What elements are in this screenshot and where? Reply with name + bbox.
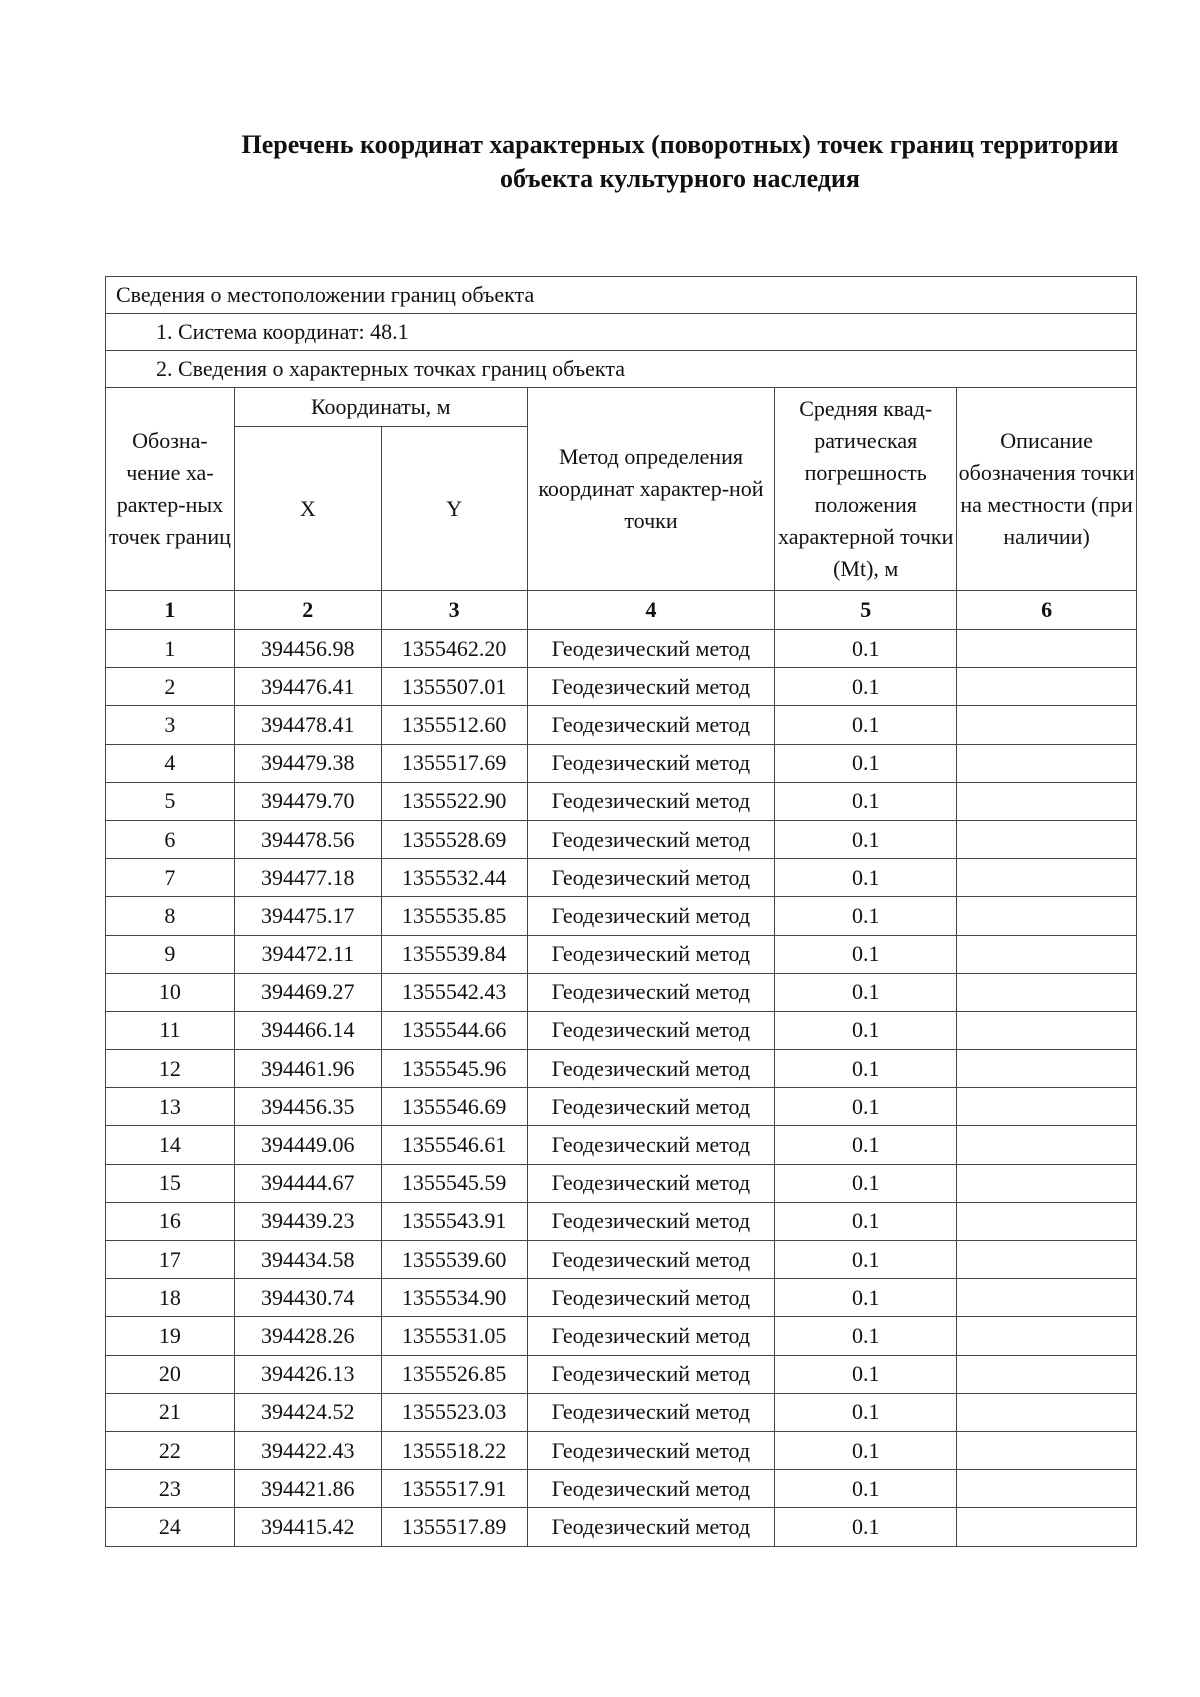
table-row: [106, 668, 1137, 706]
description-cell: [957, 1011, 1137, 1049]
y-coordinate: 1355517.91: [381, 1470, 527, 1508]
column-number: 1: [106, 591, 235, 630]
point-number: 2: [106, 668, 235, 706]
table-row: [106, 706, 1137, 744]
point-number: 13: [106, 1088, 235, 1126]
error-cell: 0.1: [775, 820, 957, 858]
x-coordinate: 394477.18: [234, 859, 381, 897]
description-cell: [957, 1279, 1137, 1317]
description-cell: [957, 1088, 1137, 1126]
table-row: [106, 1508, 1137, 1546]
y-coordinate: 1355532.44: [381, 859, 527, 897]
x-coordinate: 394476.41: [234, 668, 381, 706]
column-number: 3: [381, 591, 527, 630]
point-number: 14: [106, 1126, 235, 1164]
description-cell: [957, 782, 1137, 820]
y-coordinate: 1355517.89: [381, 1508, 527, 1546]
error-cell: 0.1: [775, 1508, 957, 1546]
point-number: 24: [106, 1508, 235, 1546]
x-coordinate: 394456.35: [234, 1088, 381, 1126]
header-description: Описание обозначения точки на местности (при наличии): [957, 388, 1137, 591]
error-cell: 0.1: [775, 859, 957, 897]
point-number: 6: [106, 820, 235, 858]
method-cell: Геодезический метод: [527, 973, 775, 1011]
document-title: [110, 128, 1200, 196]
method-cell: Геодезический метод: [527, 1393, 775, 1431]
x-coordinate: 394466.14: [234, 1011, 381, 1049]
description-cell: [957, 668, 1137, 706]
table-row: [106, 1050, 1137, 1088]
point-number: 17: [106, 1241, 235, 1279]
point-number: 23: [106, 1470, 235, 1508]
error-cell: 0.1: [775, 1317, 957, 1355]
column-number: 2: [234, 591, 381, 630]
table-row: [106, 1355, 1137, 1393]
description-cell: [957, 1317, 1137, 1355]
x-coordinate: 394421.86: [234, 1470, 381, 1508]
coordinates-table: [105, 276, 1137, 1547]
error-cell: 0.1: [775, 1088, 957, 1126]
point-number: 21: [106, 1393, 235, 1431]
table-row: [106, 1202, 1137, 1240]
y-coordinate: 1355531.05: [381, 1317, 527, 1355]
table-row: [106, 1431, 1137, 1469]
point-number: 1: [106, 630, 235, 668]
method-cell: Геодезический метод: [527, 744, 775, 782]
point-number: 3: [106, 706, 235, 744]
method-cell: Геодезический метод: [527, 1164, 775, 1202]
x-coordinate: 394479.38: [234, 744, 381, 782]
error-cell: 0.1: [775, 1393, 957, 1431]
column-number: 6: [957, 591, 1137, 630]
description-cell: [957, 1164, 1137, 1202]
x-coordinate: 394456.98: [234, 630, 381, 668]
points-info-heading: 2. Сведения о характерных точках границ объекта: [106, 351, 1137, 388]
point-number: 19: [106, 1317, 235, 1355]
method-cell: Геодезический метод: [527, 1317, 775, 1355]
method-cell: Геодезический метод: [527, 1202, 775, 1240]
table-row: [106, 1126, 1137, 1164]
description-cell: [957, 706, 1137, 744]
y-coordinate: 1355507.01: [381, 668, 527, 706]
x-coordinate: 394479.70: [234, 782, 381, 820]
header-x: X: [234, 427, 381, 591]
x-coordinate: 394439.23: [234, 1202, 381, 1240]
table-row: [106, 782, 1137, 820]
error-cell: 0.1: [775, 630, 957, 668]
method-cell: Геодезический метод: [527, 1508, 775, 1546]
description-cell: [957, 973, 1137, 1011]
point-number: 15: [106, 1164, 235, 1202]
y-coordinate: 1355528.69: [381, 820, 527, 858]
header-y: Y: [381, 427, 527, 591]
description-cell: [957, 859, 1137, 897]
coordinate-system: 1. Система координат: 48.1: [106, 314, 1137, 351]
description-cell: [957, 1431, 1137, 1469]
title-line-1: Перечень координат характерных (поворотных) точек границ территории: [241, 130, 1119, 159]
error-cell: 0.1: [775, 744, 957, 782]
x-coordinate: 394415.42: [234, 1508, 381, 1546]
description-cell: [957, 630, 1137, 668]
error-cell: 0.1: [775, 1050, 957, 1088]
error-cell: 0.1: [775, 1470, 957, 1508]
method-cell: Геодезический метод: [527, 1355, 775, 1393]
y-coordinate: 1355517.69: [381, 744, 527, 782]
y-coordinate: 1355462.20: [381, 630, 527, 668]
description-cell: [957, 1508, 1137, 1546]
error-cell: 0.1: [775, 1126, 957, 1164]
x-coordinate: 394444.67: [234, 1164, 381, 1202]
y-coordinate: 1355545.59: [381, 1164, 527, 1202]
description-cell: [957, 1126, 1137, 1164]
table-row: [106, 1011, 1137, 1049]
x-coordinate: 394430.74: [234, 1279, 381, 1317]
column-number: 5: [775, 591, 957, 630]
table-row: [106, 859, 1137, 897]
method-cell: Геодезический метод: [527, 1241, 775, 1279]
error-cell: 0.1: [775, 1011, 957, 1049]
table-row: [106, 1393, 1137, 1431]
method-cell: Геодезический метод: [527, 668, 775, 706]
y-coordinate: 1355518.22: [381, 1431, 527, 1469]
y-coordinate: 1355535.85: [381, 897, 527, 935]
x-coordinate: 394434.58: [234, 1241, 381, 1279]
method-cell: Геодезический метод: [527, 1126, 775, 1164]
table-row: [106, 1317, 1137, 1355]
y-coordinate: 1355523.03: [381, 1393, 527, 1431]
method-cell: Геодезический метод: [527, 1050, 775, 1088]
y-coordinate: 1355546.61: [381, 1126, 527, 1164]
header-designation: Обозна-чение ха-рактер-ных точек границ: [106, 388, 235, 591]
y-coordinate: 1355545.96: [381, 1050, 527, 1088]
y-coordinate: 1355546.69: [381, 1088, 527, 1126]
y-coordinate: 1355543.91: [381, 1202, 527, 1240]
title-line-2: объекта культурного наследия: [500, 164, 860, 193]
description-cell: [957, 935, 1137, 973]
error-cell: 0.1: [775, 1279, 957, 1317]
x-coordinate: 394422.43: [234, 1431, 381, 1469]
x-coordinate: 394428.26: [234, 1317, 381, 1355]
error-cell: 0.1: [775, 1164, 957, 1202]
error-cell: 0.1: [775, 782, 957, 820]
point-number: 8: [106, 897, 235, 935]
point-number: 22: [106, 1431, 235, 1469]
error-cell: 0.1: [775, 935, 957, 973]
point-number: 12: [106, 1050, 235, 1088]
y-coordinate: 1355544.66: [381, 1011, 527, 1049]
y-coordinate: 1355522.90: [381, 782, 527, 820]
point-number: 18: [106, 1279, 235, 1317]
table-row: [106, 1164, 1137, 1202]
description-cell: [957, 1470, 1137, 1508]
description-cell: [957, 1393, 1137, 1431]
description-cell: [957, 820, 1137, 858]
y-coordinate: 1355512.60: [381, 706, 527, 744]
method-cell: Геодезический метод: [527, 820, 775, 858]
y-coordinate: 1355542.43: [381, 973, 527, 1011]
error-cell: 0.1: [775, 668, 957, 706]
error-cell: 0.1: [775, 706, 957, 744]
x-coordinate: 394478.41: [234, 706, 381, 744]
point-number: 16: [106, 1202, 235, 1240]
x-coordinate: 394472.11: [234, 935, 381, 973]
method-cell: Геодезический метод: [527, 1279, 775, 1317]
point-number: 5: [106, 782, 235, 820]
error-cell: 0.1: [775, 1202, 957, 1240]
header-coordinates: Координаты, м: [234, 388, 527, 427]
table-row: [106, 935, 1137, 973]
method-cell: Геодезический метод: [527, 1431, 775, 1469]
method-cell: Геодезический метод: [527, 706, 775, 744]
table-row: [106, 1088, 1137, 1126]
y-coordinate: 1355526.85: [381, 1355, 527, 1393]
x-coordinate: 394426.13: [234, 1355, 381, 1393]
x-coordinate: 394478.56: [234, 820, 381, 858]
point-number: 9: [106, 935, 235, 973]
point-number: 4: [106, 744, 235, 782]
error-cell: 0.1: [775, 973, 957, 1011]
description-cell: [957, 1355, 1137, 1393]
method-cell: Геодезический метод: [527, 859, 775, 897]
method-cell: Геодезический метод: [527, 897, 775, 935]
method-cell: Геодезический метод: [527, 935, 775, 973]
description-cell: [957, 1241, 1137, 1279]
description-cell: [957, 1050, 1137, 1088]
error-cell: 0.1: [775, 1431, 957, 1469]
method-cell: Геодезический метод: [527, 1470, 775, 1508]
y-coordinate: 1355539.84: [381, 935, 527, 973]
table-row: [106, 744, 1137, 782]
method-cell: Геодезический метод: [527, 1011, 775, 1049]
table-row: [106, 1470, 1137, 1508]
point-number: 20: [106, 1355, 235, 1393]
table-row: [106, 973, 1137, 1011]
table-row: [106, 630, 1137, 668]
section-heading: Сведения о местоположении границ объекта: [106, 277, 1137, 314]
table-row: [106, 1279, 1137, 1317]
point-number: 7: [106, 859, 235, 897]
x-coordinate: 394424.52: [234, 1393, 381, 1431]
table-row: [106, 897, 1137, 935]
table-row: [106, 1241, 1137, 1279]
method-cell: Геодезический метод: [527, 630, 775, 668]
method-cell: Геодезический метод: [527, 782, 775, 820]
table-row: [106, 820, 1137, 858]
x-coordinate: 394469.27: [234, 973, 381, 1011]
description-cell: [957, 1202, 1137, 1240]
point-number: 10: [106, 973, 235, 1011]
description-cell: [957, 897, 1137, 935]
x-coordinate: 394449.06: [234, 1126, 381, 1164]
point-number: 11: [106, 1011, 235, 1049]
error-cell: 0.1: [775, 897, 957, 935]
header-error: Средняя квад-ратическая погрешность положения характерной точки (Mt), м: [775, 388, 957, 591]
y-coordinate: 1355539.60: [381, 1241, 527, 1279]
description-cell: [957, 744, 1137, 782]
column-number: 4: [527, 591, 775, 630]
error-cell: 0.1: [775, 1241, 957, 1279]
y-coordinate: 1355534.90: [381, 1279, 527, 1317]
method-cell: Геодезический метод: [527, 1088, 775, 1126]
x-coordinate: 394475.17: [234, 897, 381, 935]
header-method: Метод определения координат характер-ной точки: [527, 388, 775, 591]
x-coordinate: 394461.96: [234, 1050, 381, 1088]
error-cell: 0.1: [775, 1355, 957, 1393]
